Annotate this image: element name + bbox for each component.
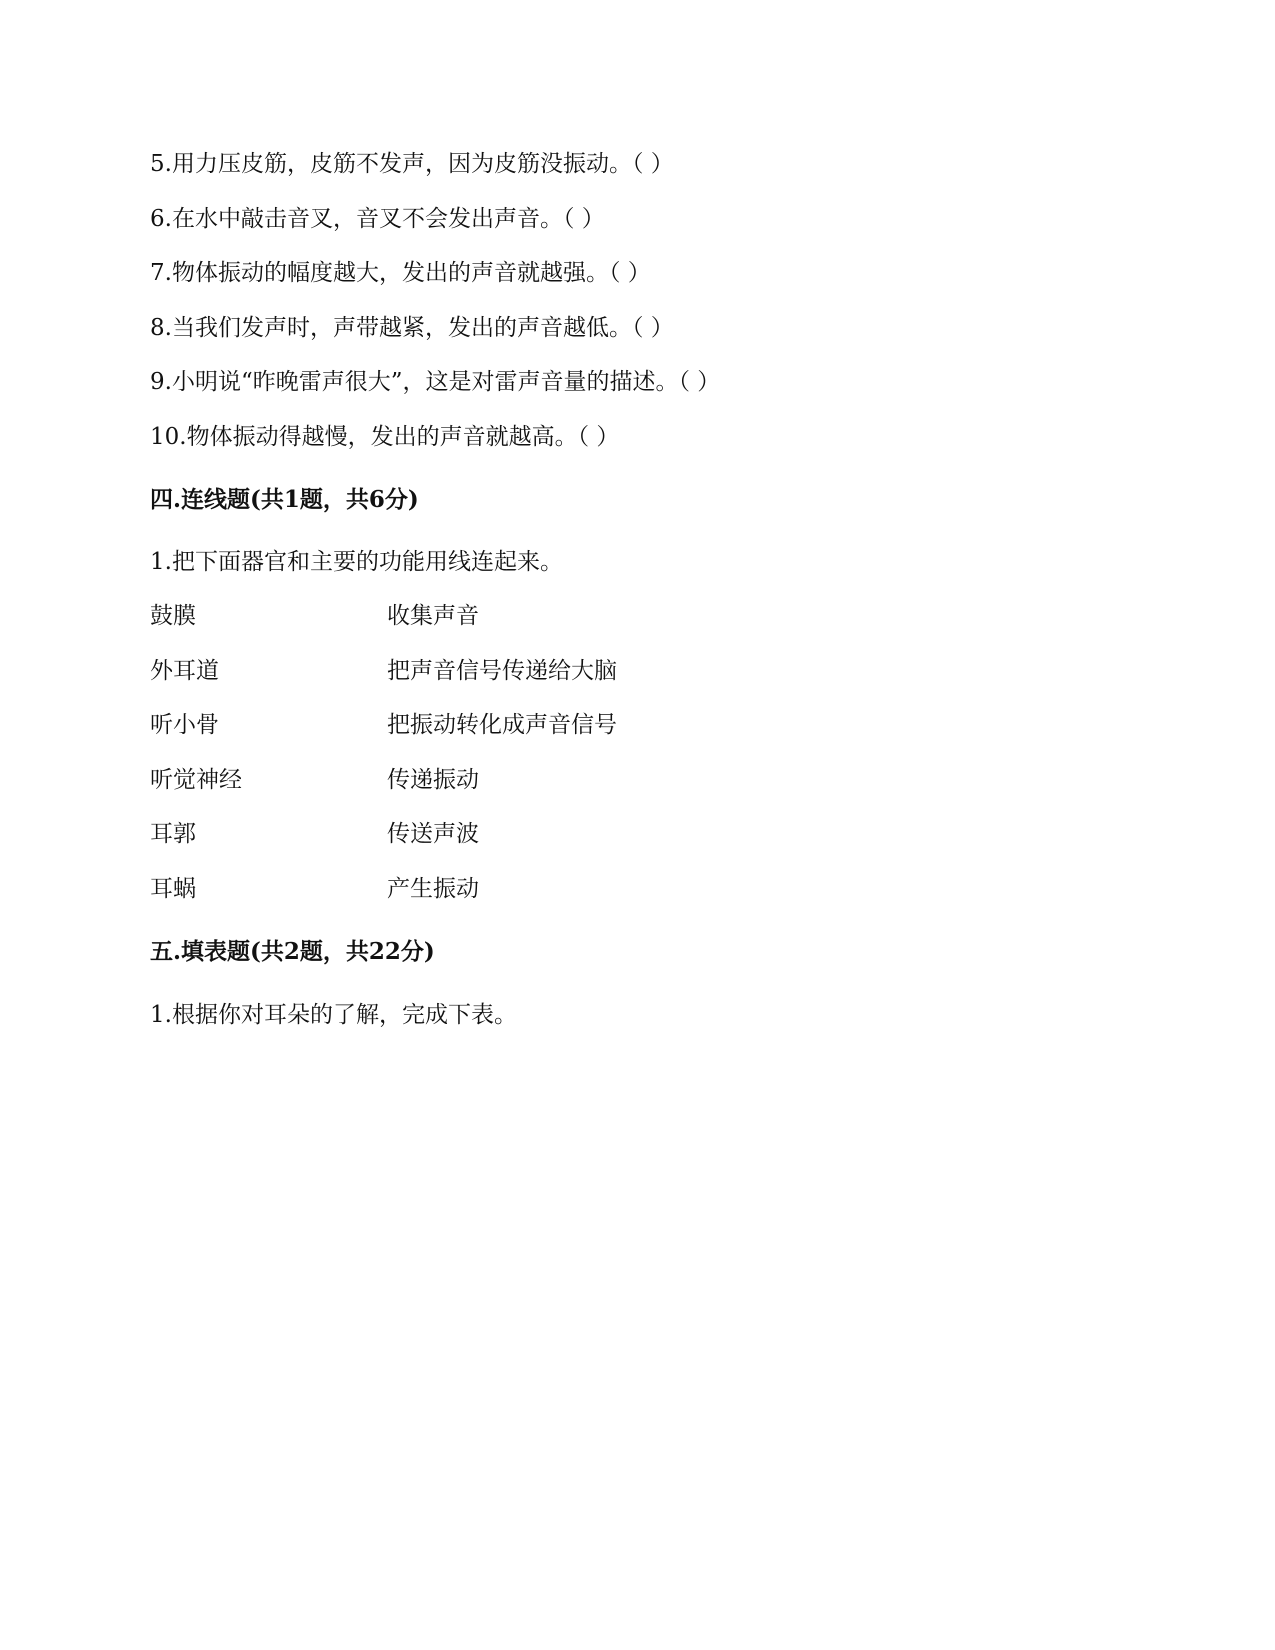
organ-item: 鼓膜 [150, 603, 196, 629]
judgement-item-10: 10.物体振动得越慢，发出的声音就越高。（ ） [150, 424, 620, 450]
table-question: 1.根据你对耳朵的了解，完成下表。 [150, 1002, 517, 1028]
organ-item: 耳蜗 [150, 876, 196, 902]
function-item: 收集声音 [387, 603, 479, 629]
organ-item: 耳郭 [150, 821, 196, 847]
judgement-item-7: 7.物体振动的幅度越大，发出的声音就越强。（ ） [150, 260, 651, 286]
judgement-item-6: 6.在水中敲击音叉，音叉不会发出声音。（ ） [150, 206, 605, 232]
function-item: 把声音信号传递给大脑 [387, 658, 617, 684]
section-heading-table: 五.填表题(共2题，共22分) [150, 938, 435, 965]
organ-item: 听觉神经 [150, 767, 242, 793]
matching-question: 1.把下面器官和主要的功能用线连起来。 [150, 549, 563, 575]
judgement-item-8: 8.当我们发声时，声带越紧，发出的声音越低。（ ） [150, 315, 674, 341]
section-heading-matching: 四.连线题(共1题，共6分) [150, 486, 419, 513]
organ-item: 听小骨 [150, 712, 219, 738]
function-item: 传递振动 [387, 767, 479, 793]
function-item: 传送声波 [387, 821, 479, 847]
organ-item: 外耳道 [150, 658, 219, 684]
function-item: 把振动转化成声音信号 [387, 712, 617, 738]
function-item: 产生振动 [387, 876, 479, 902]
judgement-item-5: 5.用力压皮筋，皮筋不发声，因为皮筋没振动。（ ） [150, 151, 674, 177]
judgement-item-9: 9.小明说“昨晚雷声很大”，这是对雷声音量的描述。（ ） [150, 369, 721, 395]
